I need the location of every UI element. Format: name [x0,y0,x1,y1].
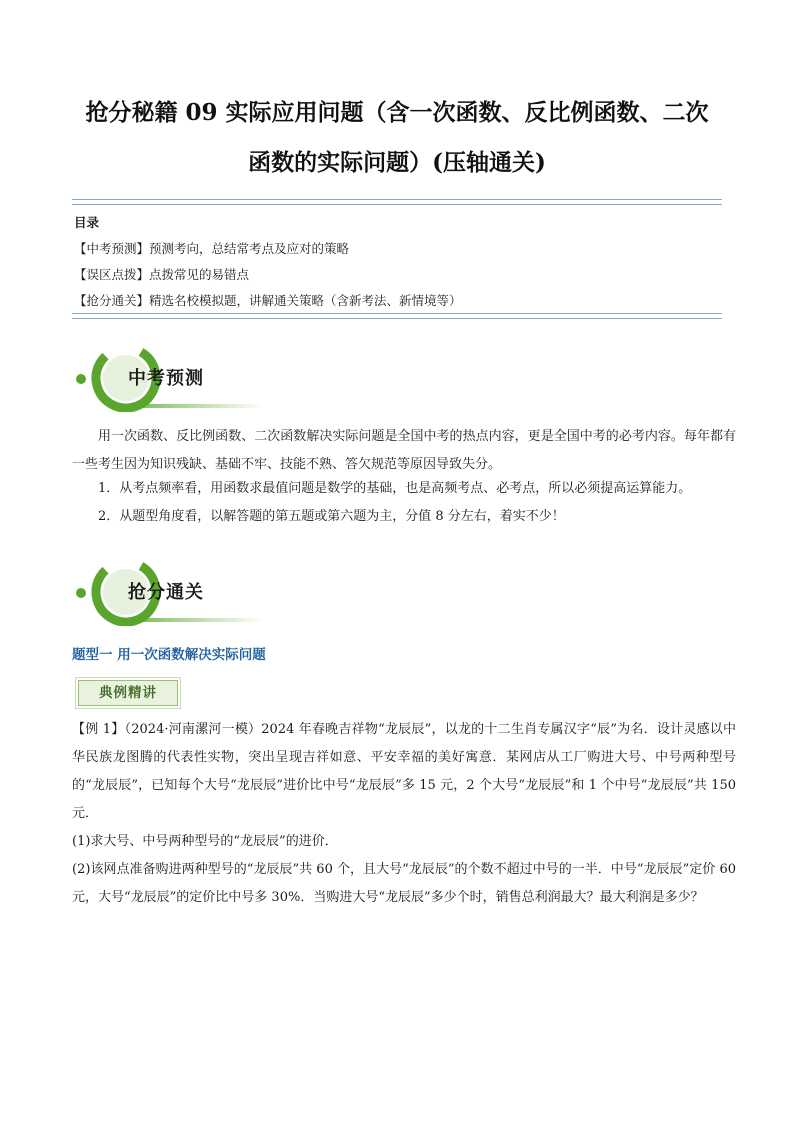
document-title [60,88,734,188]
section-title-practice: 抢分通关 [128,582,204,603]
forecast-point-1: 1．从考点频率看，用函数求最值问题是数学的基础，也是高频考点、必考点，所以必须提高运算能力。 [98,481,692,496]
example-1-question-1: (1)求大号、中号两种型号的“龙辰辰”的进价． [72,834,338,849]
section-header-practice [74,556,274,626]
title-line-1: 抢分秘籍 09 实际应用问题（含一次函数、反比例函数、二次 [85,99,709,126]
question-type-heading: 题型一 用一次函数解决实际问题 [72,647,266,663]
toc-heading: 目录 [74,215,100,230]
toc-bottom-rule [72,313,722,319]
forecast-intro: 用一次函数、反比例函数、二次函数解决实际问题是全国中考的热点内容，更是全国中考的必考内容。每年都有一些考生因为知识残缺、基础不牢、技能不熟、答欠规范等原因导致失分。 [72,429,736,472]
toc-item-forecast[interactable]: 【中考预测】预测考向，总结常考点及应对的策略 [74,241,350,256]
title-line-2: 函数的实际问题）(压轴通关) [248,149,546,176]
section-header-forecast [74,342,274,412]
example-badge: 典例精讲 [78,680,178,706]
toc-top-rule [72,199,722,205]
forecast-point-2: 2．从题型角度看，以解答题的第五题或第六题为主，分值 8 分左右，着实不少！ [98,509,565,524]
toc-item-pitfalls[interactable]: 【误区点拨】点拨常见的易错点 [74,267,250,282]
toc-item-practice[interactable]: 【抢分通关】精选名校模拟题，讲解通关策略（含新考法、新情境等） [74,293,462,308]
example-1-question-2: (2)该网点准备购进两种型号的“龙辰辰”共 60 个，且大号“龙辰辰”的个数不超过中号的一半．中号“龙辰辰”定价 60 元，大号“龙辰辰”的定价比中号多 30%．当购进大号“龙辰辰”多少个时，销售总利润最大？最大利润是多少？ [72,862,736,905]
section-title-forecast: 中考预测 [128,368,204,389]
table-of-contents [74,210,714,314]
example-1-stem: 【例 1】（2024·河南漯河一模）2024 年春晚吉祥物“龙辰辰”，以龙的十二生肖专属汉字“辰”为名．设计灵感以中华民族龙图腾的代表性实物，突出呈现吉祥如意、平安幸福的美好寓意．某网店从工厂购进大号、中号两种型号的“龙辰辰”，已知每个大号“龙辰辰”进价比中号“龙辰辰”多 15 元，2 个大号“龙辰辰”和 1 个中号“龙辰辰”共 150 元． [72,722,736,821]
